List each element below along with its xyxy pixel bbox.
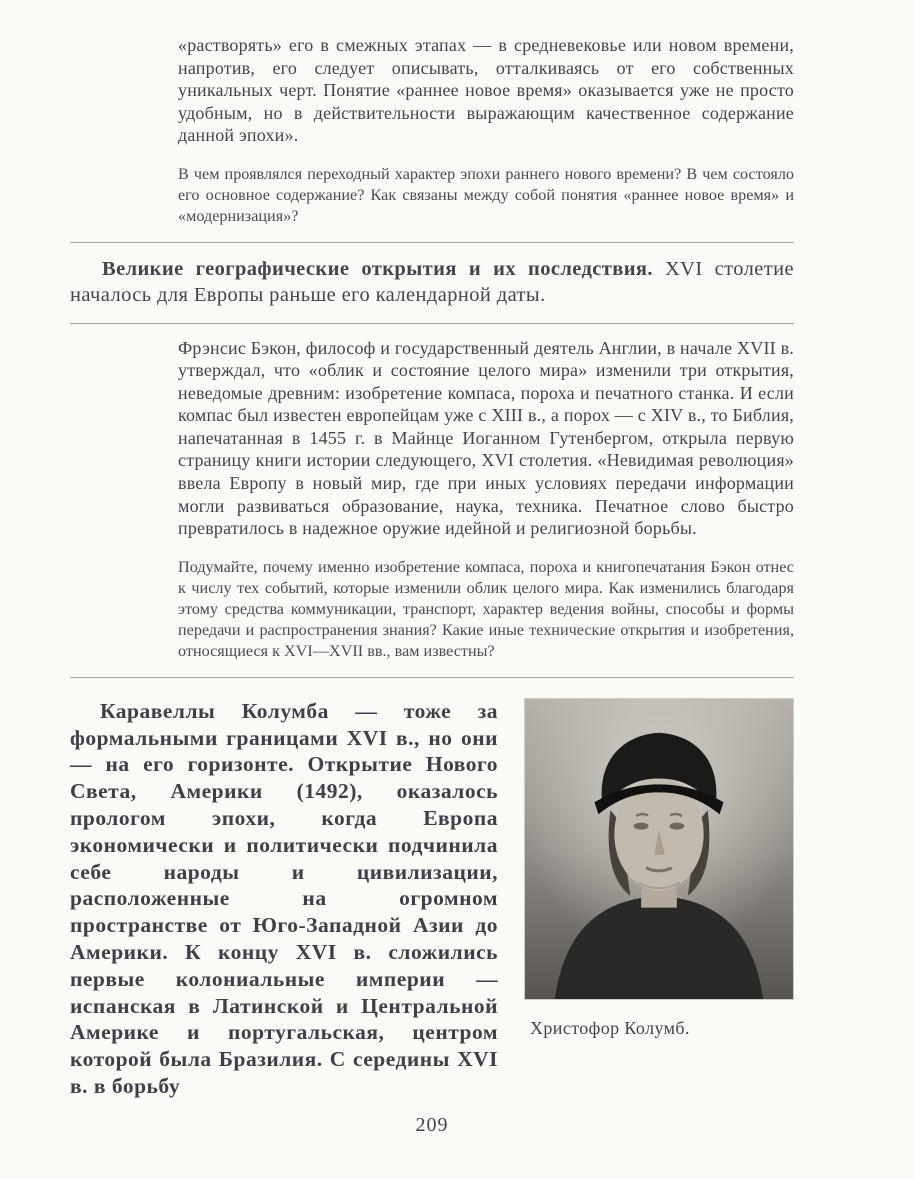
figure-caption: Христофор Колумб. <box>530 1017 690 1038</box>
question-block-1: В чем проявлялся переходный характер эпохи раннего нового времени? В чем состояло его основное содержание? Как связаны между собой понятия «раннее новое время» и «модернизация»? <box>178 164 794 225</box>
section-heading-regular: XVI столетие началось для Европы раньше его календарной даты. <box>70 257 794 306</box>
page-number: 209 <box>415 1113 449 1136</box>
intro-paragraph: «растворять» его в смежных этапах — в средневековье или новом времени, напротив, его следует описывать, отталкиваясь от его собственных уникальных черт. Понятие «раннее новое время» оказывается уже не просто удобным, но в действительности выражающим качественное содержание данной эпохи». <box>178 35 794 145</box>
section-heading-bold: Великие географические открытия и их последствия. <box>102 257 653 280</box>
two-column-section <box>70 698 794 1100</box>
question-block-2: Подумайте, почему именно изобретение компаса, пороха и книгопечатания Бэкон отнес к числу тех событий, которые изменили облик целого мира. Как изменились благодаря этому средства коммуникации, транспорт, характер ведения войны, способы и формы передачи и распространения знания? Какие иные технические открытия и изобретения, относящиеся к XVI—XVII вв., вам известны? <box>178 557 794 660</box>
section-divider-top <box>70 242 794 243</box>
bacon-paragraph: Фрэнсис Бэкон, философ и государственный деятель Англии, в начале XVII в. утверждал, что «облик и состояние целого мира» изменили три открытия, неведомые древним: изобретение компаса, пороха и печатного станка. И если компас был известен европейцам уже с XIII в., а порох — с XIV в., то Библия, напечатанная в 1455 г. в Майнце Иоганном Гутенбергом, открыла первую страницу книги истории следующего, XVI столетия. «Невидимая революция» ввела Европу в новый мир, где при иных условиях передачи информации могли развиваться образование, наука, техника. Печатное слово быстро превратилось в надежное оружие идейной и религиозной борьбы. <box>178 337 794 539</box>
section-divider-bottom <box>70 677 794 678</box>
columbus-portrait-image <box>524 698 794 1000</box>
columbus-paragraph: Каравеллы Колумба — тоже за формальными границами XVI в., но они — на его горизонте. Открытие Нового Света, Америки (1492), оказалось прологом эпохи, когда Европа экономически и политически подчинила себе народы и цивилизации, расположенные на огромном пространстве от Юго-Западной Азии до Америки. К концу XVI в. сложились первые колониальные империи — испанская в Латинской и Центральной Америке и португальская, центром которой была Бразилия. С середины XVI в. в борьбу <box>70 698 498 1098</box>
section-divider-middle <box>70 323 794 324</box>
section-heading <box>70 256 794 308</box>
columbus-figure <box>524 698 794 1039</box>
